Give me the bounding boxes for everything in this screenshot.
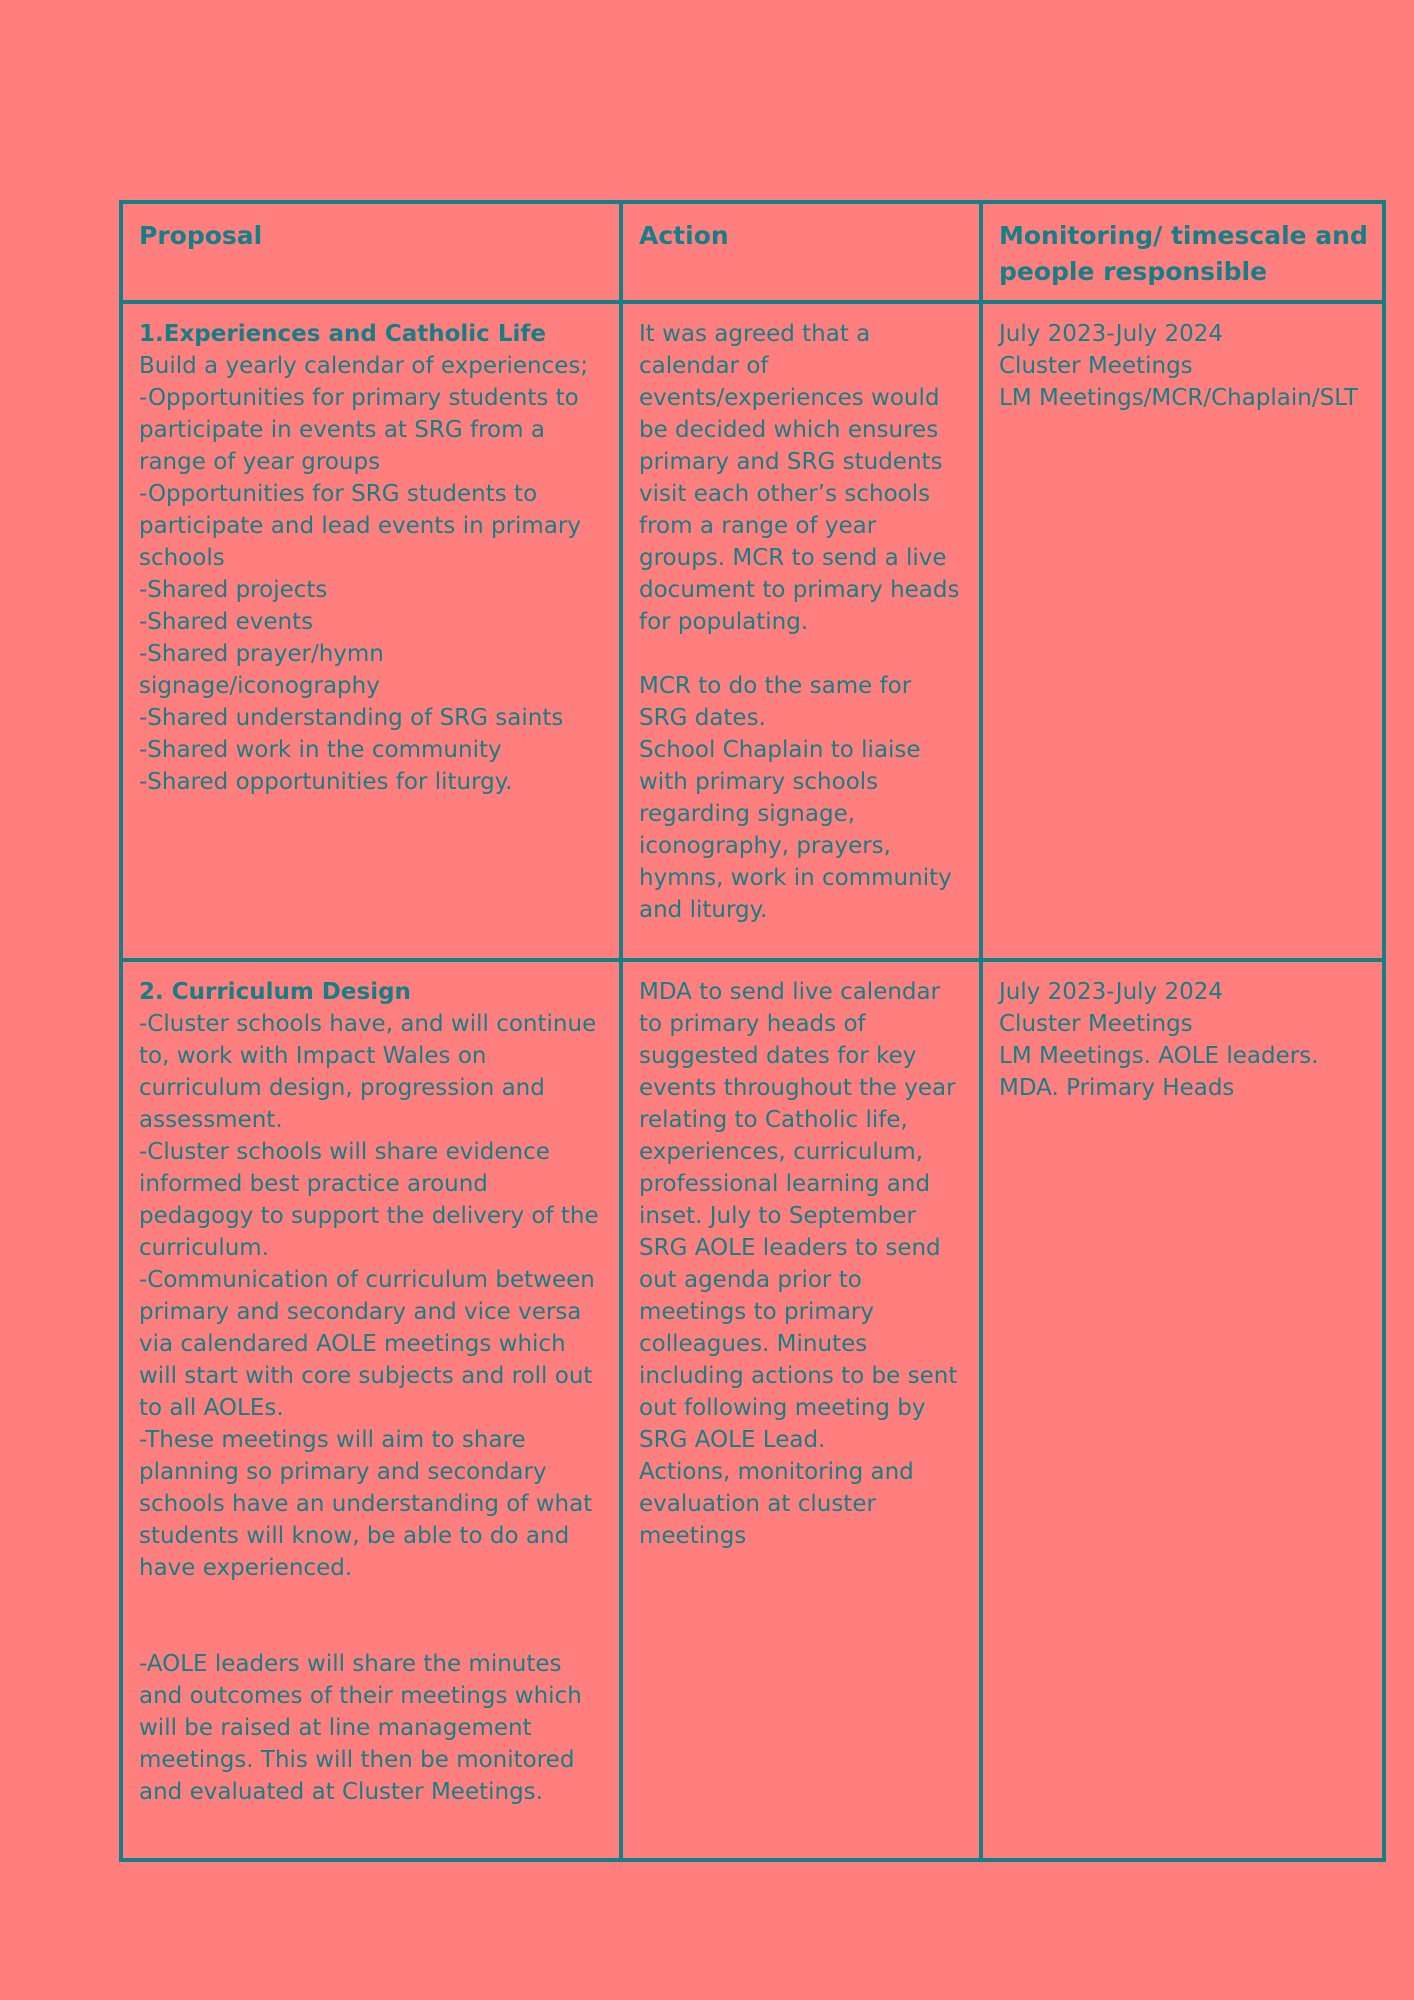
monitoring-cell (981, 960, 1384, 1860)
monitoring-line: July 2023-July 2024 (999, 321, 1223, 347)
header-action: Action (621, 202, 981, 302)
proposal-line: -Opportunities for primary students to participate in events at SRG from a range of year groups (139, 385, 579, 475)
proposal-line: -Shared events (139, 609, 314, 635)
proposal-cell (121, 302, 621, 960)
section-title: 1.Experiences and Catholic Life (139, 321, 546, 347)
table-row (121, 302, 1384, 960)
proposal-line: -Shared opportunities for liturgy. (139, 769, 513, 795)
blank-line (139, 1584, 605, 1616)
action-line: Actions, monitoring and evaluation at cluster meetings (639, 1459, 914, 1549)
blank-line (139, 1616, 605, 1648)
section-title: 2. Curriculum Design (139, 979, 411, 1005)
action-line: MDA to send live calendar to primary heads of suggested dates for key events throughout the year relating to Catholic life, experiences, curriculum, professional learning and inset. July to September SRG AOLE leaders to send out agenda prior to meetings to primary colleagues. Minutes including actions to be sent out following meeting by SRG AOLE Lead. (639, 979, 958, 1453)
proposal-line: -Communication of curriculum between primary and secondary and vice versa via calendared AOLE meetings which will start with core subjects and roll out to all AOLEs. (139, 1267, 595, 1421)
proposal-table (119, 200, 1386, 1862)
action-line: School Chaplain to liaise with primary schools regarding signage, iconography, prayers, hymns, work in community and liturgy. (639, 737, 952, 923)
proposal-line: -Shared work in the community (139, 737, 502, 763)
action-line: It was agreed that a calendar of events/experiences would be decided which ensures primary and SRG students visit each other’s schools from a range of year groups. MCR to send a live document to primary heads for populating. (639, 321, 960, 635)
header-proposal: Proposal (121, 202, 621, 302)
action-cell (621, 302, 981, 960)
table-header-row (121, 202, 1384, 302)
proposal-line: -AOLE leaders will share the minutes and outcomes of their meetings which will be raised at line management meetings. This will then be monitored and evaluated at Cluster Meetings. (139, 1651, 582, 1805)
proposal-line: -Shared projects (139, 577, 328, 603)
monitoring-cell (981, 302, 1384, 960)
proposal-line: -Cluster schools have, and will continue to, work with Impact Wales on curriculum design, progression and assessment. (139, 1011, 597, 1133)
table-row (121, 960, 1384, 1860)
monitoring-line: Cluster Meetings (999, 1011, 1193, 1037)
monitoring-line: Cluster Meetings (999, 353, 1193, 379)
proposal-line: -Cluster schools will share evidence informed best practice around pedagogy to support the delivery of the curriculum. (139, 1139, 599, 1261)
proposal-line: Build a yearly calendar of experiences; (139, 353, 589, 379)
proposal-line: -These meetings will aim to share planning so primary and secondary schools have an understanding of what students will know, be able to do and have experienced. (139, 1427, 593, 1581)
action-cell (621, 960, 981, 1860)
proposal-cell (121, 960, 621, 1860)
monitoring-line: LM Meetings. AOLE leaders. MDA. Primary Heads (999, 1043, 1319, 1101)
monitoring-line: LM Meetings/MCR/Chaplain/SLT (999, 385, 1358, 411)
monitoring-line: July 2023-July 2024 (999, 979, 1223, 1005)
proposal-line: -Shared understanding of SRG saints (139, 705, 564, 731)
blank-line (639, 638, 965, 670)
proposal-line: -Shared prayer/hymn signage/iconography (139, 641, 384, 699)
action-line: MCR to do the same for SRG dates. (639, 673, 912, 731)
proposal-line: -Opportunities for SRG students to participate and lead events in primary schools (139, 481, 581, 571)
header-monitoring: Monitoring/ timescale and people responsible (981, 202, 1384, 302)
